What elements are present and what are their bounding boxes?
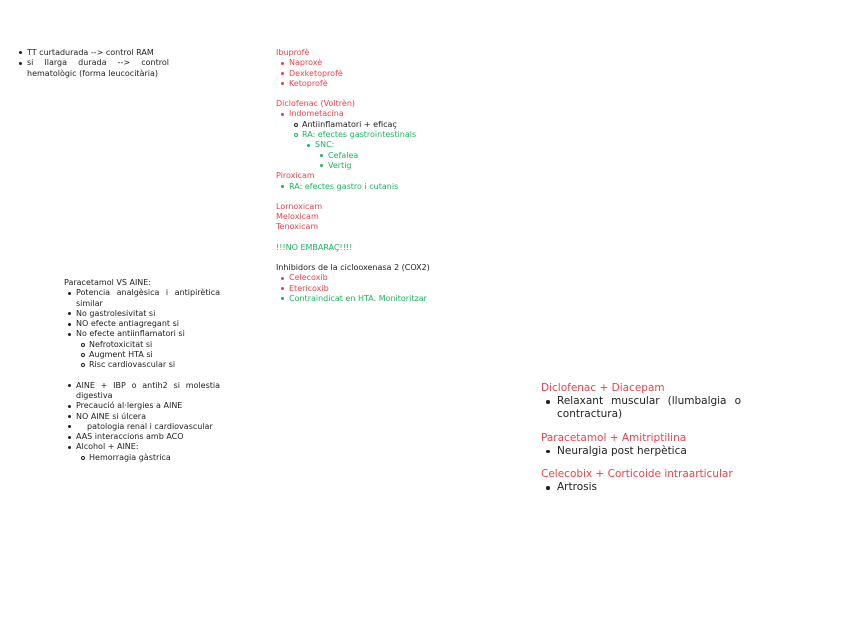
drug-meloxicam: Meloxicam [276, 212, 319, 222]
heading-diclofenac: Diclofenac (Voltrèn) [276, 99, 356, 109]
list-item: SNC: [315, 140, 476, 150]
heading-paracetamol: Paracetamol VS AINE: [64, 278, 152, 287]
cox2-note-list [289, 294, 476, 304]
drug-lornoxicam: Lornoxicam [276, 201, 323, 211]
heading-cox2: Inhibidors de la ciclooxenasa 2 (COX2) [276, 263, 430, 273]
heading-celecobix-corticoide: Celecobix + Corticoide intraarticular [541, 468, 733, 481]
list-item: Alcohol + AINE: [76, 442, 220, 452]
list-item: Dexketoprofè [289, 69, 476, 79]
middle-notes [276, 48, 476, 304]
list-item: RA: efectes gastro i cutanis [289, 182, 476, 192]
paracetamol-list [76, 288, 220, 339]
warning-no-embaras: !!!NO EMBARAÇ!!!! [276, 242, 353, 252]
list-item: Vertig [328, 161, 476, 171]
ibuprofe-list [289, 58, 476, 89]
list-item: Ketoprofè [289, 79, 476, 89]
list-item: Risc cardiovascular si [89, 360, 224, 370]
list-item: NO AINE si úlcera [76, 412, 220, 422]
list-item: Relaxant muscular (llumbalgia o contractura) [557, 395, 741, 421]
paracetamol-notes [64, 278, 224, 463]
list-item: Nefrotoxicitat si [89, 340, 224, 350]
list-item: Naproxè [289, 58, 476, 68]
list-item: Etericoxib [289, 284, 476, 294]
ra-list [302, 130, 476, 140]
list-item: No efecte antiinflamatori si [76, 329, 220, 339]
heading-piroxicam: Piroxicam [276, 171, 315, 181]
list-item: Augment HTA si [89, 350, 224, 360]
paracetamol-amitriptilina-list [557, 445, 741, 458]
list-item: No gastrolesivitat si [76, 309, 220, 319]
list-item: NO efecte antiagregant si [76, 319, 220, 329]
heading-diclofenac-diacepam: Diclofenac + Diacepam [541, 382, 665, 394]
list-item: Potencia analgèsica i antipirètica similar [76, 288, 220, 308]
indometacina-sublist [302, 120, 476, 130]
heading-paracetamol-amitriptilina: Paracetamol + Amitriptilina [541, 431, 687, 444]
piroxicam-list [289, 182, 476, 192]
list-item: si llarga durada --> control hematològic (forma leucocitària) [27, 58, 169, 78]
list-item: Hemorragia gàstrica [89, 453, 224, 463]
list-item: Indometacina [289, 109, 476, 119]
top-left-list [27, 48, 169, 79]
list-item: Contraindicat en HTA. Monitoritzar [289, 294, 476, 304]
list-item: TT curtadurada --> control RAM [27, 48, 169, 58]
aine-list [76, 381, 220, 453]
list-item: Precaució al·lergies a AINE [76, 401, 220, 411]
right-notes [541, 382, 741, 494]
diclofenac-list [289, 109, 476, 119]
snc-sublist [328, 151, 476, 172]
alcohol-sublist [89, 453, 224, 463]
snc-list [315, 140, 476, 150]
list-item: Cefalea [328, 151, 476, 161]
list-item: Celecoxib [289, 273, 476, 283]
cox2-list [289, 273, 476, 294]
list-item: AINE + IBP o antih2 si molestia digestiva [76, 380, 220, 400]
list-item: AAS interaccions amb ACO [76, 432, 220, 442]
diclofenac-diacepam-list [557, 395, 741, 421]
list-item: patologia renal i cardiovascular [76, 422, 220, 432]
celecobix-corticoide-list [557, 481, 741, 494]
list-item: RA: efectes gastrointestinals [302, 130, 476, 140]
list-item: Neuralgia post herpètica [557, 445, 741, 458]
drug-tenoxicam: Tenoxicam [276, 222, 319, 232]
list-item: Antiinflamatori + eficaç [302, 120, 476, 130]
paracetamol-sublist [89, 340, 224, 371]
heading-ibuprofe: Ibuprofè [276, 48, 310, 57]
top-left-notes [27, 48, 169, 79]
list-item: Artrosis [557, 481, 741, 494]
